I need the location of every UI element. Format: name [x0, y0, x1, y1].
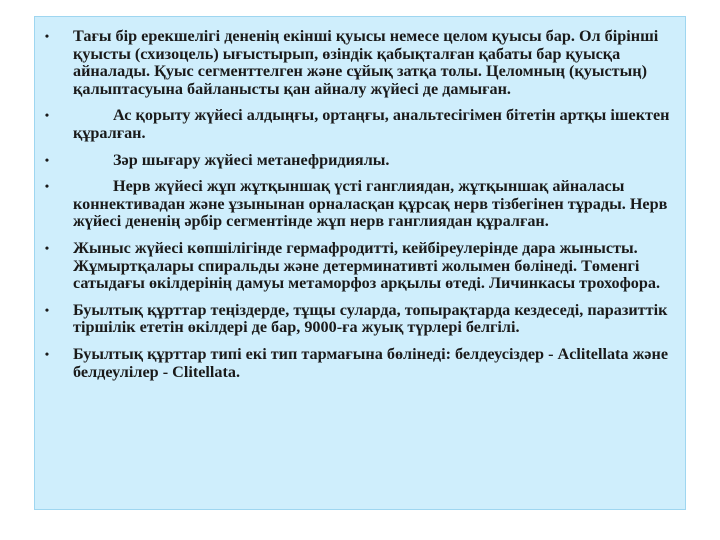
list-item: [35, 107, 675, 142]
slide-content-box: [34, 16, 686, 510]
list-item-text: Жыныс жүйесі көпшілігінде гермафродитті, кейбіреулерінде дара жынысты. Жұмыртқалары спиральды және детерминативті жолымен бөлінеді. Төменгі сатыдағы өкілдерінің дамуы метаморфоз арқылы өтеді. Личинкасы трохофора.: [73, 238, 661, 293]
list-item: [35, 346, 675, 381]
bullet-icon: •: [44, 29, 50, 43]
list-item: [35, 28, 675, 98]
bullet-icon: •: [44, 179, 50, 194]
list-item-text: Буылтық құрттар теңіздерде, тұщы суларда, топырақтарда кездеседі, паразиттік тіршілік ететін өкілдері де бар, 9000-ға жуық түрлері белгілі.: [73, 300, 668, 337]
bullet-icon: •: [44, 346, 50, 361]
bullet-list: [35, 28, 675, 390]
list-item-text: Тағы бір ерекшелігі дененің екінші қуысы немесе целом қуысы бар. Ол бірінші қуысты (схизоцель) ығыстырып, өзіндік қабықталған қабаты бар қуысқа айналады. Қуыс сегменттелген және сұйық затқа толы. Целомның (қуыстың) қалыптасуына байланысты қан айналу жүйесі де дамыған.: [73, 27, 659, 98]
list-item-text: Ас қорыту жүйесі алдыңғы, ортаңғы, анальтесігімен бітетін артқы ішектен құралған.: [73, 106, 670, 142]
bullet-icon: •: [44, 152, 50, 167]
bullet-icon: •: [44, 240, 50, 255]
list-item-text: Буылтық құрттар типі екі тип тармағына бөлінеді: белдеусіздер - Aclitellata және белдеулілер - Clitellata.: [73, 344, 669, 381]
list-item-text: Зәр шығару жүйесі метанефридиялы.: [113, 150, 390, 169]
list-item: [35, 302, 675, 337]
bullet-icon: •: [44, 108, 50, 123]
list-item: [35, 240, 675, 293]
bullet-icon: •: [44, 302, 50, 317]
list-item: [35, 178, 675, 231]
list-item: [35, 152, 675, 170]
list-item-text: Нерв жүйесі жұп жұтқыншақ үсті ганглиядан, жұтқыншақ айналасы коннективадан және ұзынынан орналасқан құрсақ нерв тізбегінен тұрады. Нерв жүйесі дененің әрбір сегментінде жұп нерв ганглиядан құралған.: [73, 177, 668, 231]
